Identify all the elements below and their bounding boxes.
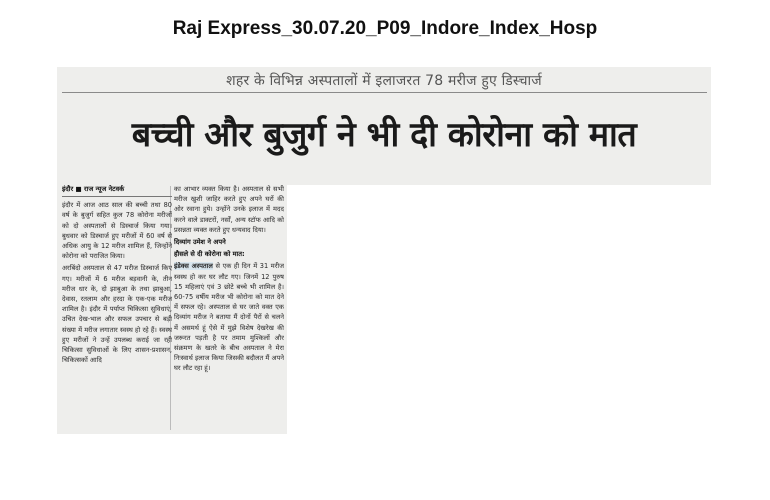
article-subhead-lead: दिव्यांग उमेश ने अपने [174, 238, 226, 247]
highlighted-hospital-name: इंडेक्स अस्पताल [174, 262, 213, 271]
article-paragraph: का आभार व्यक्त किया है। अस्पताल से सभी मरीज खुशी जाहिर करते हुए अपने घरों की ओर रवाना हुये। उन्होंने उनके इलाज में मदद करने वाले डाक्टरों, नर्सों, अन्य स्टॉफ आदि को प्रसन्नता व्यक्त करते हुए धन्यवाद दिया। [174, 185, 284, 234]
article-column-2 [174, 184, 284, 430]
article-paragraph-highlighted [174, 261, 284, 373]
article-column-1 [62, 184, 172, 430]
article-dateline: इंदौर ■ राज न्यूज नेटवर्क [62, 185, 125, 193]
kicker-divider [62, 92, 707, 93]
article-headline: बच्ची और बुजुर्ग ने भी दी कोरोना को मात [131, 115, 637, 155]
article-subhead: हौसले से दी कोरोना को मात: [174, 250, 245, 259]
dateline-divider [62, 196, 172, 197]
article-kicker: शहर के विभिन्न अस्पतालों में इलाजरत 78 मरीज हुए डिस्चार्ज [226, 73, 542, 89]
page-title: Raj Express_30.07.20_P09_Indore_Index_Hosp [172, 18, 598, 39]
article-paragraph: इंदौर में आज आठ साल की बच्ची तथा 80 वर्ष के बुजुर्ग सहित कुल 78 कोरोना मरीजों को दो अस्पतालों से डिस्चार्ज किया गया। बुधवार को डिस्चार्ज हुए मरीजों में 60 वर्ष से अधिक आयु के 12 मरीज शामिल हैं, जिन्होंने कोरोना को पराजित किया। [62, 201, 172, 261]
article-paragraph: से एक ही दिन में 31 मरीज स्वस्थ हो कर घर लौट गए। जिनमें 12 पुरुष 15 महिलाएं एवं 3 छोटे बच्चे भी शामिल है। 60-75 वर्षीय मरीज भी कोरोना को मात देने में सफल रहे। अस्पताल से घर जाते वक्त एक दिव्यांग मरीज ने बताया मैं दोनों पैरों से चलने में असमर्थ हूं ऐसे में मुझे विशेष देखरेख की जरूरत पड़ती है पर तमाम मुश्किलों और संक्रमण के खतरे के बीच अस्पताल ने मेरा निःस्वार्थ इलाज किया जिसकी बदौलत मैं अपने घर लौट रहा हूं। [174, 262, 284, 373]
article-paragraph: अरबिंदो अस्पताल से 47 मरीज डिस्चार्ज किए गए। मरीजों में 6 मरीज बड़वानी के, तीन मरीज धार के, दो झाबुआ के तथा झाबुआ, देवास, रतलाम और हरदा के एक-एक मरीज शामिल है। इंदौर में पर्याप्त चिकित्सा सुविधाएं, उचित देख-भाल और सफल उपचार से बड़ी संख्या में मरीज लगातार स्वस्थ हो रहे हैं। स्वस्थ हुए मरीजों ने उन्हें उपलब्ध कराई जा रही चिकित्सा सुविधाओं के लिए शासन-प्रशासन, चिकित्सकों आदि [62, 264, 172, 365]
